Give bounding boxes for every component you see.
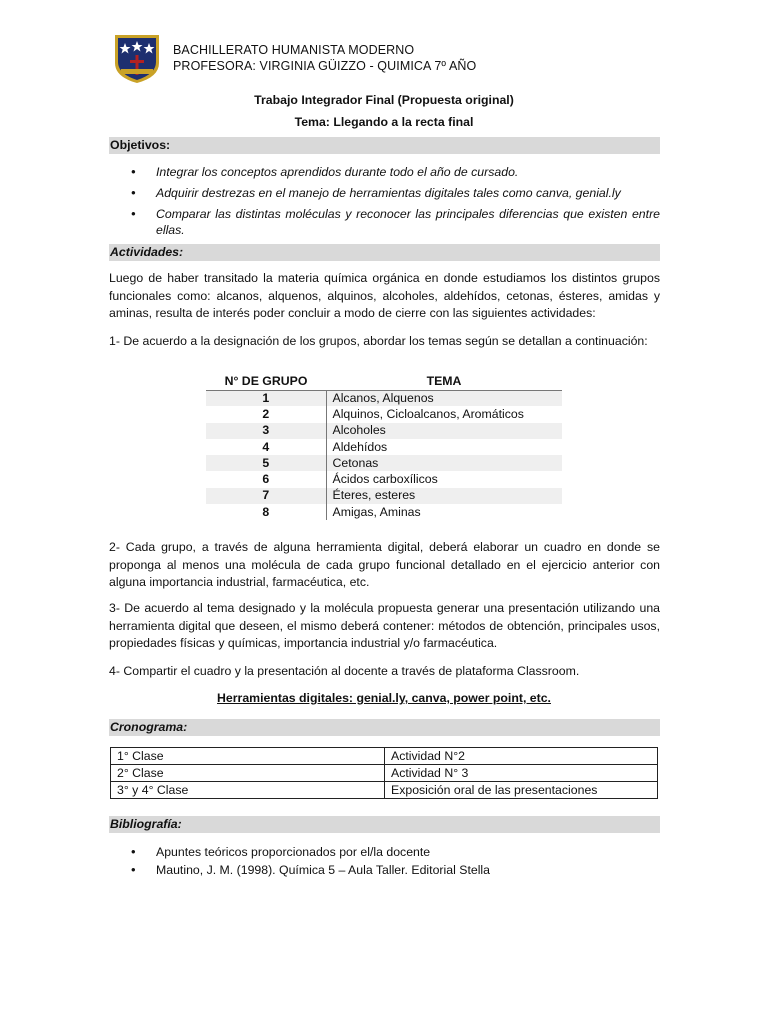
bibliography-list <box>109 844 660 880</box>
class-cell: 3° y 4° Clase <box>111 782 385 799</box>
digital-tools-text: Herramientas digitales: genial.ly, canva, power point, etc. <box>217 691 551 705</box>
table-row <box>206 406 562 422</box>
table-row <box>206 504 562 520</box>
group-topic: Alquinos, Cicloalcanos, Aromáticos <box>332 406 524 421</box>
activities-intro: Luego de haber transitado la materia química orgánica en donde estudiamos los distintos grupos funcionales como: alcanos, alquenos, alquinos, alcoholes, aldehídos, cetonas, ésteres, amidas y aminas, resulta de interés poder concluir a modo de cierre con las siguientes actividades: <box>109 271 660 320</box>
school-name: BACHILLERATO HUMANISTA MODERNO <box>173 43 415 57</box>
table-row <box>206 423 562 439</box>
group-number: 2 <box>206 406 326 422</box>
group-topic: Alcoholes <box>326 423 562 439</box>
group-number: 3 <box>206 423 326 439</box>
bibliography-heading: Bibliografía: <box>109 816 660 833</box>
column-header: TEMA <box>326 373 562 390</box>
groups-table <box>206 373 562 520</box>
table-row <box>111 782 658 799</box>
table-header-row <box>206 373 562 390</box>
group-topic: Cetonas <box>326 455 562 471</box>
table-row <box>206 488 562 504</box>
group-number: 7 <box>206 488 326 504</box>
objectives-list <box>109 164 660 243</box>
activity-cell: Actividad N°2 <box>385 748 658 765</box>
activity-cell: Actividad N° 3 <box>385 765 658 782</box>
schedule-table <box>110 747 658 799</box>
list-item: • Comparar las distintas moléculas y reconocer las principales diferencias que existen entre ellas. <box>109 206 660 238</box>
list-item: • Integrar los conceptos aprendidos durante todo el año de cursado. <box>109 164 660 180</box>
teacher-name: PROFESORA: VIRGINIA GÜIZZO - QUIMICA 7º AÑO <box>173 59 477 73</box>
group-topic: Amigas, Aminas <box>332 504 421 519</box>
group-topic: Aldehídos <box>332 439 388 454</box>
document-header <box>113 33 663 85</box>
list-item: • Adquirir destrezas en el manejo de herramientas digitales tales como canva, genial.ly <box>109 185 660 201</box>
digital-tools-line <box>0 691 768 705</box>
group-number: 5 <box>206 455 326 471</box>
activities-heading: Actividades: <box>109 244 660 261</box>
table-row <box>111 748 658 765</box>
class-cell: 1° Clase <box>111 748 385 765</box>
school-crest-icon <box>113 33 161 85</box>
activity-step-3: 3- De acuerdo al tema designado y la molécula propuesta generar una presentación utilizando una herramienta digital que deseen, el mismo deberá contener: métodos de obtención, principales usos, propiedades físicas y químicas, importancia industrial y/o farmacéutica. <box>109 601 660 650</box>
table-row <box>206 439 562 455</box>
table-row <box>206 390 562 406</box>
activity-step-2: 2- Cada grupo, a través de alguna herramienta digital, deberá elaborar un cuadro en donde se proponga al menos una molécula de cada grupo funcional detallado en el ejercicio anterior con alguna importancia industrial, farmacéutica, etc. <box>109 540 660 589</box>
list-item: • Apuntes teóricos proporcionados por el/la docente <box>109 844 660 860</box>
column-header: N° DE GRUPO <box>206 373 326 390</box>
document-subtitle: Tema: Llegando a la recta final <box>294 115 474 129</box>
class-cell: 2° Clase <box>111 765 385 782</box>
document-title: Trabajo Integrador Final (Propuesta original) <box>254 93 514 107</box>
list-item: • Mautino, J. M. (1998). Química 5 – Aula Taller. Editorial Stella <box>109 862 660 878</box>
table-row <box>111 765 658 782</box>
table-row <box>206 471 562 487</box>
schedule-heading: Cronograma: <box>109 719 660 736</box>
activity-step-4: 4- Compartir el cuadro y la presentación al docente a través de plataforma Classroom. <box>109 664 580 678</box>
group-topic: Éteres, esteres <box>326 488 562 504</box>
group-number: 1 <box>206 390 326 406</box>
group-topic: Alcanos, Alquenos <box>326 390 562 406</box>
group-topic: Ácidos carboxílicos <box>332 472 438 487</box>
group-number: 8 <box>206 504 326 520</box>
group-number: 6 <box>206 471 326 487</box>
group-number: 4 <box>206 439 326 455</box>
activity-step-1: 1- De acuerdo a la designación de los grupos, abordar los temas según se detallan a continuación: <box>109 334 648 348</box>
table-row <box>206 455 562 471</box>
objectives-heading: Objetivos: <box>109 137 660 154</box>
school-info <box>173 42 476 74</box>
activity-cell: Exposición oral de las presentaciones <box>385 782 658 799</box>
